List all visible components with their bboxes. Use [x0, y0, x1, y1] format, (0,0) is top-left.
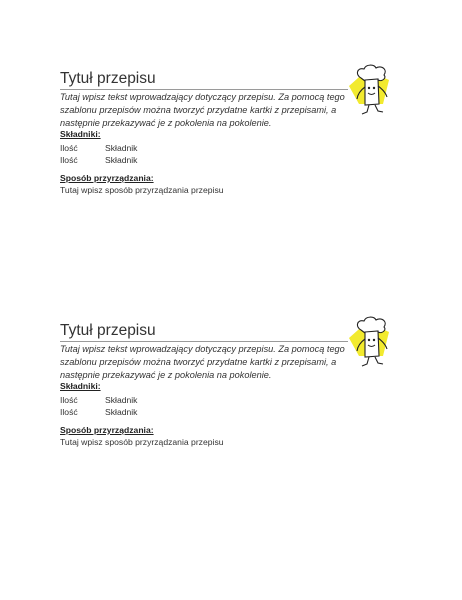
- recipe-intro: Tutaj wpisz tekst wprowadzający dotyczący przepisu. Za pomocą tego szablonu przepisów można tworzyć przydatne kartki z przepisami, a następnie przekazywać je z pokolenia na pokolenie.: [60, 344, 345, 380]
- method-text: Tutaj wpisz sposób przyrządzania przepisu: [60, 185, 224, 195]
- method-text: Tutaj wpisz sposób przyrządzania przepisu: [60, 437, 224, 447]
- ingredient-name: Składnik: [105, 407, 138, 417]
- method-heading: Sposób przyrządzania:: [60, 173, 154, 183]
- chef-icon: [345, 64, 405, 120]
- chef-icon: [345, 316, 405, 372]
- ingredient-quantity: Ilość: [60, 143, 78, 153]
- ingredient-name: Składnik: [105, 143, 138, 153]
- recipe-card-2: [60, 322, 400, 562]
- ingredient-row: [60, 143, 260, 155]
- ingredient-quantity: Ilość: [60, 155, 78, 165]
- title-divider: [60, 89, 348, 90]
- ingredient-quantity: Ilość: [60, 395, 78, 405]
- recipe-intro: Tutaj wpisz tekst wprowadzający dotyczący przepisu. Za pomocą tego szablonu przepisów można tworzyć przydatne kartki z przepisami, a następnie przekazywać je z pokolenia na pokolenie.: [60, 92, 345, 128]
- ingredient-row: [60, 407, 260, 419]
- recipe-title: Tytuł przepisu: [60, 322, 156, 339]
- ingredient-name: Składnik: [105, 395, 138, 405]
- ingredients-heading: Składniki:: [60, 381, 101, 391]
- ingredient-name: Składnik: [105, 155, 138, 165]
- title-divider: [60, 341, 348, 342]
- ingredient-quantity: Ilość: [60, 407, 78, 417]
- ingredients-heading: Składniki:: [60, 129, 101, 139]
- recipe-card-1: [60, 70, 400, 310]
- recipe-title: Tytuł przepisu: [60, 70, 156, 87]
- method-heading: Sposób przyrządzania:: [60, 425, 154, 435]
- ingredient-row: [60, 155, 260, 167]
- ingredient-row: [60, 395, 260, 407]
